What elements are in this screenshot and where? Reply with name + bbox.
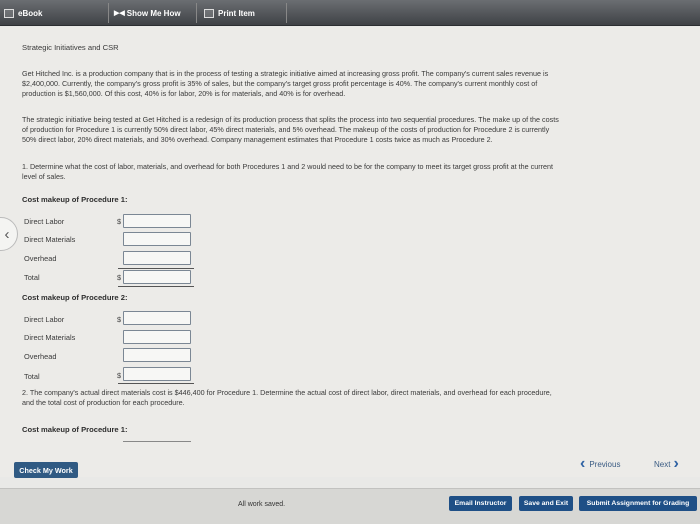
total-underline [118,286,194,287]
page-title: Strategic Initiatives and CSR [22,43,119,52]
show-me-how-button[interactable] [114,0,181,26]
check-my-work-button[interactable]: Check My Work [14,462,78,478]
paragraph-line: The strategic initiative being tested at Get Hitched is a redesign of its production process that splits the process into two sequential procedures. The make up of the costs [22,115,559,124]
question-2-line: 2. The company's actual direct materials cost is $446,400 for Procedure 1. Determine the actual cost of direct labor, direct materials, and overhead for each procedure, [22,388,552,397]
ebook-label: eBook [18,8,43,18]
procedure-1-heading: Cost makeup of Procedure 1: [22,425,128,434]
dollar-sign: $ [117,315,122,324]
question-2-line: and the total cost of production for each procedure. [22,398,185,407]
paragraph-line: production is $1,560,000. Of this cost, 40% is for labor, 20% is for materials, and 40% is for overhead. [22,89,346,98]
email-instructor-button[interactable]: Email Instructor [449,496,512,511]
chevron-right-icon: › [673,455,679,472]
book-icon [4,9,14,18]
p1-overhead-input[interactable] [123,251,191,265]
total-underline [118,383,194,384]
total-label: Total [24,372,40,381]
print-item-button[interactable] [204,0,255,26]
toolbar-divider [196,3,197,23]
p2-direct-labor-input[interactable] [123,311,191,325]
save-status: All work saved. [238,501,286,508]
top-toolbar [0,0,700,26]
save-and-exit-button[interactable]: Save and Exit [519,496,573,511]
overhead-label: Overhead [24,352,57,361]
dollar-sign: $ [117,273,122,282]
footer-bar [0,488,700,524]
print-icon [204,9,214,18]
paragraph-line: of production for Procedure 1 is currently 50% direct labor, 45% direct materials, and 5% overhead. The makeup of the costs of production for Procedure 2 is currently [22,125,550,134]
total-divider [118,268,194,269]
procedure-1-heading: Cost makeup of Procedure 1: [22,195,128,204]
p1-direct-labor-input[interactable] [123,214,191,228]
total-label: Total [24,273,40,282]
overhead-label: Overhead [24,254,57,263]
p2-overhead-input[interactable] [123,348,191,362]
question-1-line: 1. Determine what the cost of labor, materials, and overhead for both Procedures 1 and 2 would need to be for the company to meet its target gross profit at the current [22,162,553,171]
dollar-sign: $ [117,217,122,226]
next-button[interactable] [654,455,679,473]
previous-label: Previous [589,459,621,469]
direct-labor-label: Direct Labor [24,315,65,324]
question-1-line: level of sales. [22,172,66,181]
p2-total-input[interactable] [123,367,191,381]
chevron-left-icon: ‹ [580,455,586,472]
show-me-how-label: Show Me How [126,8,181,18]
ebook-button[interactable] [4,0,42,26]
p1-total-input[interactable] [123,270,191,284]
procedure-2-heading: Cost makeup of Procedure 2: [22,293,128,302]
paragraph-line: Get Hitched Inc. is a production company that is in the process of testing a strategic initiative aimed at increasing gross profit. The company's current sales revenue is [22,69,549,78]
question-content [0,27,700,477]
toolbar-divider [286,3,287,23]
submit-assignment-button[interactable]: Submit Assignment for Grading [579,496,697,511]
next-label: Next [654,459,671,469]
direct-labor-label: Direct Labor [24,217,65,226]
direct-materials-label: Direct Materials [24,333,76,342]
dollar-sign: $ [117,371,122,380]
video-icon: ▶◀ [114,10,125,17]
p1-direct-materials-input[interactable] [123,232,191,246]
p2-direct-materials-input[interactable] [123,330,191,344]
cut-off-input [123,441,191,442]
paragraph-line: 50% direct labor, 20% direct materials, and 30% overhead. Company management estimates that Procedure 1 costs twice as much as Procedure 2. [22,135,493,144]
paragraph-line: $2,400,000. Currently, the company's gross profit is 35% of sales, but the company's target gross profit percentage is 40%. The company's current monthly cost of [22,79,538,88]
chevron-left-icon[interactable]: ‹ [0,217,18,251]
previous-button[interactable] [580,455,620,473]
toolbar-divider [108,3,109,23]
direct-materials-label: Direct Materials [24,235,76,244]
print-item-label: Print Item [218,8,255,18]
